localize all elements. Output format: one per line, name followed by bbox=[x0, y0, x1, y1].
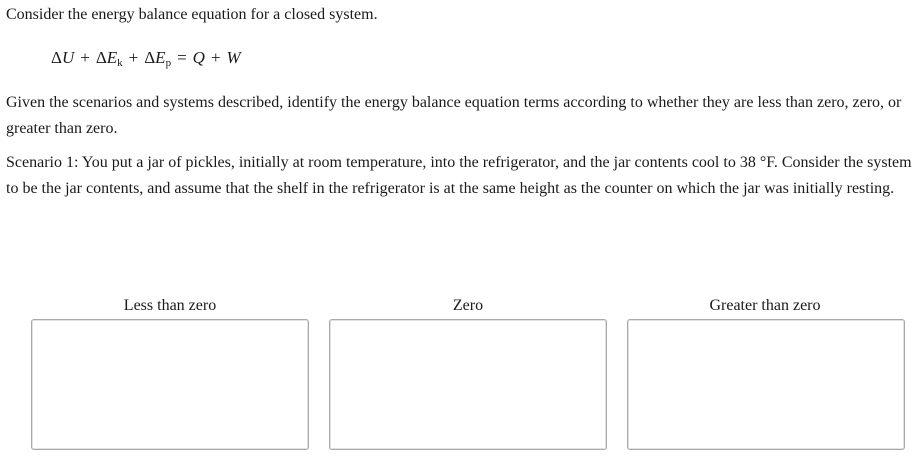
instructions-text: Given the scenarios and systems described, identify the energy balance equation terms according to whether they are less than zero, zero, or greater than zero. bbox=[6, 94, 902, 137]
eq-var-q: Q bbox=[192, 48, 205, 67]
eq-var-u: U bbox=[61, 48, 75, 67]
eq-equals: = bbox=[177, 48, 187, 67]
drop-zone-greater-than-zero[interactable] bbox=[627, 319, 905, 450]
drop-zone-less-than-zero[interactable] bbox=[31, 319, 309, 450]
eq-plus-1: + bbox=[80, 48, 90, 67]
eq-sub-p: p bbox=[165, 57, 172, 69]
drop-zone-zero[interactable] bbox=[329, 319, 607, 450]
eq-sub-k: k bbox=[117, 57, 123, 69]
delta-symbol: Δ bbox=[95, 48, 107, 67]
column-label-zero: Zero bbox=[452, 297, 484, 314]
delta-symbol: Δ bbox=[144, 48, 156, 67]
delta-symbol: Δ bbox=[51, 48, 62, 67]
scenario-text: Scenario 1: You put a jar of pickles, initially at room temperature, into the refrigerator, and the jar contents cool to 38 °F. Consider the system to be the jar contents, and assume that the shelf in the refrigerator is at the same height as the counter on which the jar was initially resting. bbox=[6, 154, 912, 197]
column-label-less-than-zero: Less than zero bbox=[123, 297, 217, 314]
column-label-greater-than-zero: Greater than zero bbox=[709, 297, 821, 314]
eq-plus-2: + bbox=[128, 48, 139, 67]
eq-plus-3: + bbox=[210, 48, 221, 67]
eq-var-e: E bbox=[106, 48, 118, 67]
intro-text: Consider the energy balance equation for a closed system. bbox=[6, 6, 378, 23]
eq-var-w: W bbox=[226, 48, 241, 67]
eq-var-e: E bbox=[155, 48, 166, 67]
